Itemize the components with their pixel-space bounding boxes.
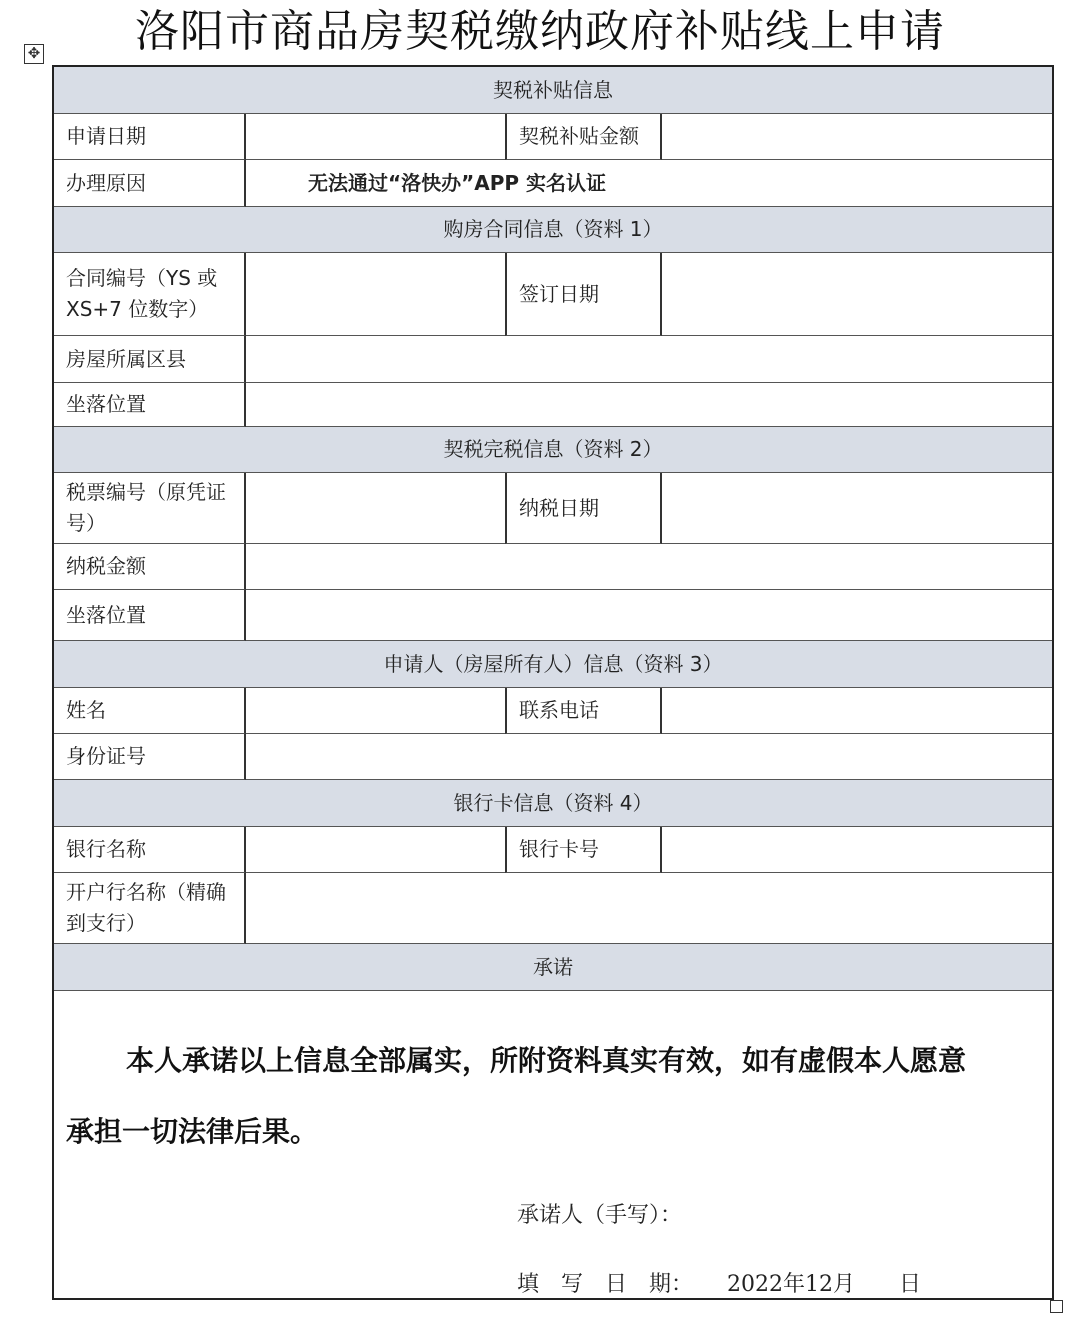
apply-date-field[interactable] (246, 114, 505, 160)
sign-date-label: 签订日期 (505, 253, 662, 336)
tax-location-field[interactable] (246, 590, 1052, 641)
name-field[interactable] (246, 688, 505, 734)
section-contract-header: 购房合同信息（资料 1） (54, 207, 1052, 253)
id-no-field[interactable] (246, 734, 1052, 780)
subsidy-amount-field[interactable] (662, 114, 1052, 160)
card-no-field[interactable] (662, 827, 1052, 873)
location-field[interactable] (246, 383, 1052, 427)
pledge-text-line1: 本人承诺以上信息全部属实，所附资料真实有效，如有虚假本人愿意 (126, 1044, 967, 1077)
tax-date-label: 纳税日期 (505, 473, 662, 544)
move-icon[interactable]: ✥ (24, 44, 44, 64)
contract-no-label: 合同编号（YS 或 XS+7 位数字） (54, 253, 246, 336)
name-label: 姓名 (54, 688, 246, 734)
subsidy-amount-label: 契税补贴金额 (505, 114, 662, 160)
fill-date-value: 2022年12月 日 (727, 1272, 921, 1297)
bank-name-field[interactable] (246, 827, 505, 873)
district-field[interactable] (246, 336, 1052, 383)
section-applicant-header: 申请人（房屋所有人）信息（资料 3） (54, 641, 1052, 688)
tax-amount-field[interactable] (246, 544, 1052, 590)
location-label: 坐落位置 (54, 383, 246, 427)
section-subsidy-header: 契税补贴信息 (54, 67, 1052, 114)
tax-no-field[interactable] (246, 473, 505, 544)
tax-amount-label: 纳税金额 (54, 544, 246, 590)
id-no-label: 身份证号 (54, 734, 246, 780)
phone-label: 联系电话 (505, 688, 662, 734)
tax-no-label: 税票编号（原凭证号） (54, 473, 246, 544)
page-title: 洛阳市商品房契税缴纳政府补贴线上申请 (135, 6, 945, 57)
fill-date-label: 填 写 日 期： (517, 1272, 694, 1297)
sign-date-field[interactable] (662, 253, 1052, 336)
pledge-text-line2: 承担一切法律后果。 (66, 1115, 319, 1148)
reason-label: 办理原因 (54, 160, 246, 207)
contract-no-field[interactable] (246, 253, 505, 336)
section-tax-header: 契税完税信息（资料 2） (54, 427, 1052, 473)
application-form (52, 65, 1054, 1300)
tax-location-label: 坐落位置 (54, 590, 246, 641)
branch-label: 开户行名称（精确到支行） (54, 873, 246, 944)
signer-label: 承诺人（手写）： (517, 1203, 683, 1228)
resize-icon[interactable] (1050, 1300, 1063, 1313)
branch-field[interactable] (246, 873, 1052, 944)
reason-field[interactable]: 无法通过“洛快办”APP 实名认证 (246, 160, 1052, 207)
card-no-label: 银行卡号 (505, 827, 662, 873)
district-label: 房屋所属区县 (54, 336, 246, 383)
apply-date-label: 申请日期 (54, 114, 246, 160)
phone-field[interactable] (662, 688, 1052, 734)
tax-date-field[interactable] (662, 473, 1052, 544)
section-bank-header: 银行卡信息（资料 4） (54, 780, 1052, 827)
section-pledge-header: 承诺 (54, 944, 1052, 991)
bank-name-label: 银行名称 (54, 827, 246, 873)
